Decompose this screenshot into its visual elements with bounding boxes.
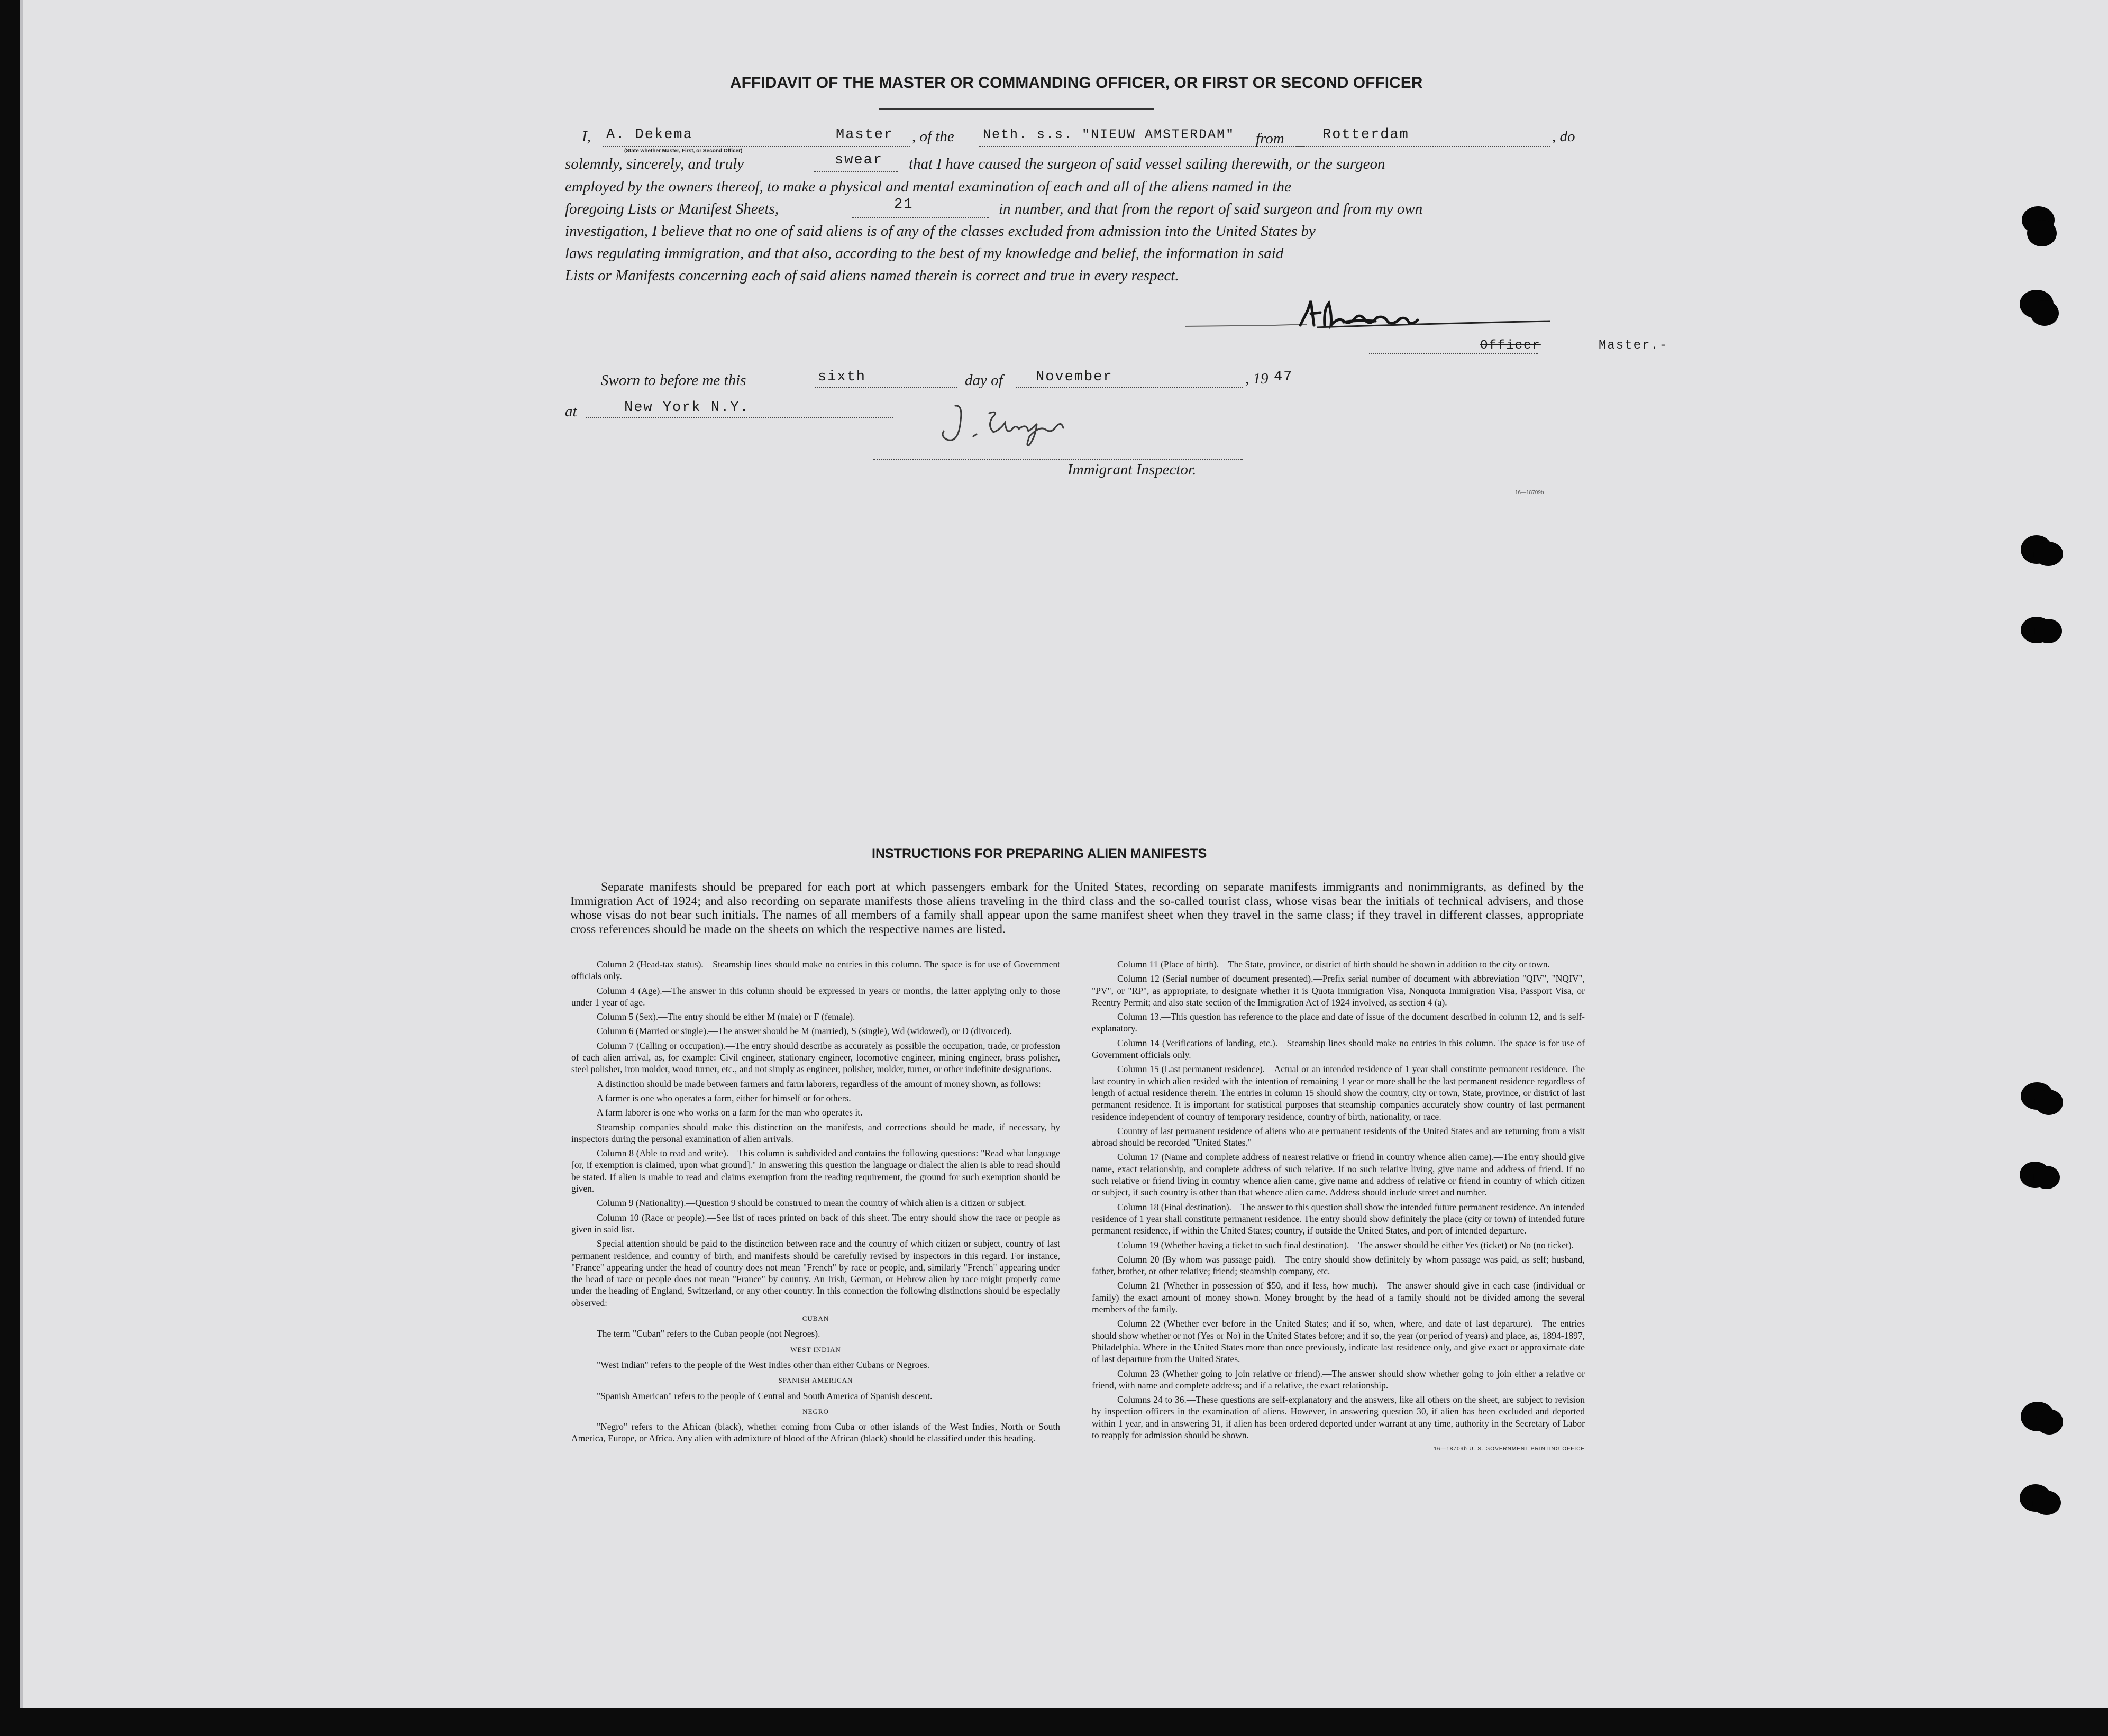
west-indian-heading: WEST INDIAN xyxy=(790,1345,841,1354)
year-prefix: , 19 xyxy=(1245,370,1269,387)
form-code: 16—18709b xyxy=(1515,490,1544,496)
sworn-place: New York N.Y. xyxy=(624,400,750,416)
sworn-day: sixth xyxy=(818,369,866,385)
col-6-text: Column 6 (Married or single).—The answer should be M (married), S (single), Wd (widowed), or D (divorced). xyxy=(597,1026,1012,1037)
from-label: from xyxy=(1256,130,1284,147)
sheet-count: 21 xyxy=(894,197,914,213)
signer-rank: Master.- xyxy=(1599,339,1668,353)
col-19-text: Column 19 (Whether having a ticket to such final destination).—The answer should be either Yes (ticket) or No (no ticket). xyxy=(1117,1239,1574,1250)
month-line xyxy=(1016,387,1243,388)
signature-line xyxy=(1369,353,1538,354)
inspector-label: Immigrant Inspector. xyxy=(1067,461,1197,478)
cuban-definition: The term "Cuban" refers to the Cuban people (not Negroes). xyxy=(597,1328,820,1339)
of-the-label: , of the xyxy=(912,128,954,145)
col-12-text: Column 12 (Serial number of document presented).—Prefix serial number of document with abbreviation "QIV", "NQIV", "PV", or "RP", as appropriate, to designate whether it is Quota Immigration Visa, Nonquota Immigration Visa, Passport Visa, or Reentry Permit; and also state section of the Immigration Act of 1924 involved, as section 4 (a). xyxy=(1092,973,1585,1008)
col-24-36-text: Columns 24 to 36.—These questions are self-explanatory and the answers, like all others on the sheet, are subject to revision by inspection officers in the examination of aliens. However, in answering question 30, if alien has been excluded and deported within 1 year, and in answering 31, if alien has been ordered deported under warrant at any time, authority in the Secretary of Labor to reapply for admission should be shown. xyxy=(1092,1394,1585,1440)
day-line xyxy=(815,387,957,388)
negro-heading: NEGRO xyxy=(802,1407,829,1415)
affidavit-line5: investigation, I believe that no one of said aliens is of any of the classes excluded from admission into the United States by xyxy=(565,223,1316,240)
sworn-label: Sworn to before me this xyxy=(601,372,746,389)
affidavit-line7: Lists or Manifests concerning each of said aliens named therein is correct and true in every respect. xyxy=(565,267,1179,284)
do-label: , do xyxy=(1552,128,1575,145)
affidavit-line2: that I have caused the surgeon of said vessel sailing therewith, or the surgeon xyxy=(909,156,1385,172)
at-label: at xyxy=(565,403,577,420)
col-18-text: Column 18 (Final destination).—The answer to this question shall show the intended future permanent residence. An intended residence of 1 year shall constitute permanent residence. The entry should show definitely the place (city or town) of intended future permanent residence, if within the United States; country, if outside the United States, and port of intended departure. xyxy=(1092,1201,1585,1236)
col-4-text: Column 4 (Age).—The answer in this column should be expressed in years or months, the latter applying only to those under 1 year of age. xyxy=(571,985,1060,1008)
col-22-text: Column 22 (Whether ever before in the United States; and if so, when, where, and date of last departure).—The entries should show whether or not (Yes or No) in the United States before; and if so, the year (or period of years) and place, as, 1894-1897, Philadelphia. Where in the United States more than once previously, indicate last residence only, and give exact or approximate date of last departure from the United States. xyxy=(1092,1318,1585,1365)
us-residence-text: Country of last permanent residence of aliens who are permanent residents of the United States and are returning from a visit abroad should be recorded "United States." xyxy=(1092,1125,1585,1148)
instructions-intro xyxy=(570,880,1584,936)
spanish-american-definition: "Spanish American" refers to the people of Central and South America of Spanish descent. xyxy=(597,1390,933,1401)
instructions-left-column xyxy=(571,958,1060,1447)
oath-value: swear xyxy=(835,152,883,168)
binder-hole xyxy=(2033,542,2063,566)
day-of-label: day of xyxy=(965,372,1003,389)
affidavit-line4-end: in number, and that from the report of said surgeon and from my own xyxy=(999,200,1423,217)
sworn-month: November xyxy=(1036,369,1113,385)
binder-hole xyxy=(2034,619,2062,643)
col-2-text: Column 2 (Head-tax status).—Steamship lines should make no entries in this column. The space is for use of Government officials only. xyxy=(571,959,1060,982)
instructions-title: INSTRUCTIONS FOR PREPARING ALIEN MANIFESTS xyxy=(872,846,1207,861)
binder-hole xyxy=(2034,1090,2063,1115)
oath-line xyxy=(814,171,898,172)
binder-hole xyxy=(2036,1409,2063,1435)
affidavit-title: AFFIDAVIT OF THE MASTER OR COMMANDING OFFICER, OR FIRST OR SECOND OFFICER xyxy=(730,74,1423,92)
officer-struck: Officer xyxy=(1480,339,1541,353)
farm-laborer-definition: A farm laborer is one who works on a farm for the man who operates it. xyxy=(597,1107,863,1118)
binder-hole xyxy=(2033,1166,2060,1189)
col-17-text: Column 17 (Name and complete address of nearest relative or friend in country whence alien came).—The entry should give name, exact relationship, and complete address of such relative. If no such relative living, give name and address of friend. If no such relative or friend living in country whence alien came, give name and address of relative or friend in country of which citizen or subject, if such country is other than that whence alien came. Address should include street and number. xyxy=(1092,1152,1585,1198)
binder-hole xyxy=(2027,220,2057,246)
i-label: I, xyxy=(582,128,591,145)
title-rule xyxy=(879,108,1154,110)
col-21-text: Column 21 (Whether in possession of $50, and if less, how much).—The answer should give in each case (individual or family) the exact amount of money shown. Money brought by the head of a family should not be divided among the several members of the family. xyxy=(1092,1280,1585,1315)
col-13-text: Column 13.—This question has reference to the place and date of issue of the document described in column 12, and is self-explanatory. xyxy=(1092,1011,1585,1034)
west-indian-definition: "West Indian" refers to the people of the West Indies other than either Cubans or Negroes. xyxy=(597,1359,930,1370)
rank-caption: (State whether Master, First, or Second Officer) xyxy=(624,148,743,154)
col-7-text: Column 7 (Calling or occupation).—The entry should describe as accurately as possible the occupation, trade, or profession of each alien arrival, as, for example: Civil engineer, stationary engineer, locomotive engineer, mining engineer, brass polisher, steel polisher, iron molder, wood turner, etc., and not simply as engineer, polisher, molder, turner, or other indefinite designations. xyxy=(571,1040,1060,1075)
place-line xyxy=(586,417,893,418)
affidavit-line6: laws regulating immigration, and that also, according to the best of my knowledge and belief, the information in said xyxy=(565,245,1284,262)
col-5-text: Column 5 (Sex).—The entry should be either M (male) or F (female). xyxy=(597,1011,855,1022)
negro-definition: "Negro" refers to the African (black), whether coming from Cuba or other islands of the West Indies, North or South America, Europe, or Africa. Any alien with admixture of blood of the African (black) should be classified under this heading. xyxy=(571,1421,1060,1444)
col-8-text: Column 8 (Able to read and write).—This column is subdivided and contains the following questions: "Read what language [or, if exemption is claimed, upon what ground]." In answering this question the language or dialect the alien is able to read should be stated. If alien is unable to read and claims exemption from the reading requirement, the ground for such exemption should be given. xyxy=(571,1148,1060,1194)
solemnly-label: solemnly, sincerely, and truly xyxy=(565,156,744,172)
affidavit-line3: employed by the owners thereof, to make a physical and mental examination of each and all of the aliens named in the xyxy=(565,178,1291,195)
col-9-text: Column 9 (Nationality).—Question 9 should be construed to mean the country of which alien is a citizen or subject. xyxy=(597,1198,1026,1209)
steamship-distinction: Steamship companies should make this distinction on the manifests, and corrections should be made, if necessary, by inspectors during the personal examination of alien arrivals. xyxy=(571,1121,1060,1144)
col-10-text: Column 10 (Race or people).—See list of races printed on back of this sheet. The entry should show the race or people as given in said list. xyxy=(571,1212,1060,1235)
name-line xyxy=(603,146,910,147)
inspector-line xyxy=(873,459,1243,460)
col-23-text: Column 23 (Whether going to join relative or friend).—The answer should show whether going to join either a relative or friend, with name and complete address; and if a relative, the exact relationship. xyxy=(1092,1368,1585,1391)
sworn-year: 47 xyxy=(1274,369,1293,385)
vessel-name: Neth. s.s. "NIEUW AMSTERDAM" xyxy=(983,127,1235,142)
farmer-distinction: A distinction should be made between farmers and farm laborers, regardless of the amount of money shown, as follows: xyxy=(597,1078,1041,1089)
binder-hole xyxy=(2030,300,2059,326)
count-line xyxy=(852,217,989,218)
farmer-definition: A farmer is one who operates a farm, either for himself or for others. xyxy=(597,1092,851,1103)
master-signature xyxy=(1185,294,1555,336)
intro-paragraph: Separate manifests should be prepared for each port at which passengers embark for the United States, recording on separate manifests immigrants and nonimmigrants, as defined by the Immigration Act of 1924; and also recording on separate manifests those aliens traveling in the third class and the so-called tourist class, whose visas bear the initials of technical advisers, and those whose visas do not bear such initials. The names of all members of a family shall appear upon the same manifest sheet when they travel in the same class; if they travel in different classes, appropriate cross references should be made on the sheets on which the respective names are listed. xyxy=(570,880,1584,936)
col-15-text: Column 15 (Last permanent residence).—Actual or an intended residence of 1 year shall constitute permanent residence. The last country in which alien resided with the intention of remaining 1 year or more shall be the last permanent residence regardless of length of actual residence therein. The entries in column 15 should show the country, city or town, State, province, or district of last permanent residence. It is important for statistical purposes that steamship companies accurately show country of last permanent residence independent of country of temporary residence, country of birth, nationality, or race. xyxy=(1092,1064,1585,1122)
col-11-text: Column 11 (Place of birth).—The State, province, or district of birth should be shown in addition to the city or town. xyxy=(1117,959,1550,970)
col-14-text: Column 14 (Verifications of landing, etc.).—Steamship lines should make no entries in this column. The space is for use of Government officials only. xyxy=(1092,1037,1585,1061)
inspector-signature xyxy=(936,399,1090,452)
port-line xyxy=(1297,146,1550,147)
master-name: A. Dekema xyxy=(606,127,693,143)
spanish-american-heading: SPANISH AMERICAN xyxy=(778,1376,853,1385)
special-attention: Special attention should be paid to the distinction between race and the country of which citizen or subject, country of last permanent residence, and country of birth, and manifests should be carefully revised by inspectors in this regard. For instance, "France" appearing under the head of country does not mean "French" by race or people, and, similarly "French" appearing under the head of race or people does not mean "France" by country. An Irish, German, or Hebrew alien by race might properly come under the heading of England, Switzerland, or any other country. In this connection the following distinctions should be especially observed: xyxy=(571,1238,1060,1308)
binder-hole xyxy=(2032,1491,2061,1515)
col-20-text: Column 20 (By whom was passage paid).—The entry should show definitely by whom passage was paid, as self; husband, father, brother, or other relative; friend; steamship company, etc. xyxy=(1092,1254,1585,1277)
printing-office-footer: 16—18709b U. S. GOVERNMENT PRINTING OFFICE xyxy=(1434,1446,1585,1452)
affidavit-line4-start: foregoing Lists or Manifest Sheets, xyxy=(565,200,779,217)
cuban-heading: CUBAN xyxy=(802,1314,829,1323)
port-value: Rotterdam xyxy=(1322,127,1409,143)
instructions-right-column xyxy=(1092,958,1585,1456)
rank-value: Master xyxy=(836,127,894,143)
